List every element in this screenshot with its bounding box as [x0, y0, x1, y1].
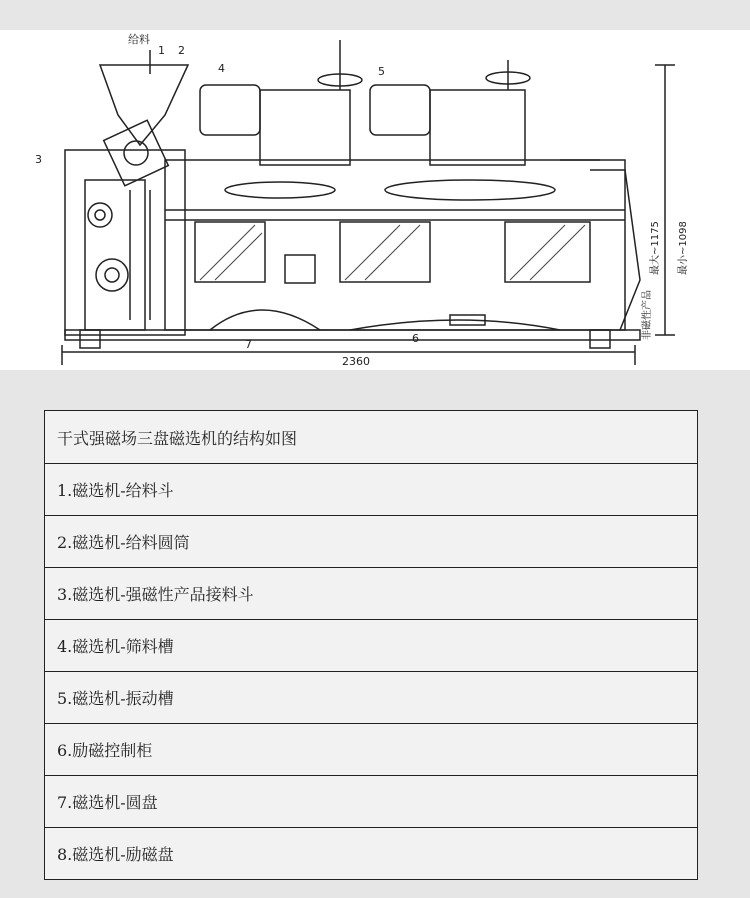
legend-item-8: 8.磁选机-励磁盘	[45, 828, 698, 880]
legend-item-1: 1.磁选机-给料斗	[45, 464, 698, 516]
legend-row	[45, 828, 698, 880]
legend-item-5: 5.磁选机-振动槽	[45, 672, 698, 724]
right-chute	[590, 170, 640, 330]
legend-row	[45, 516, 698, 568]
legend-item-7: 7.磁选机-圆盘	[45, 776, 698, 828]
magnet-coil-1	[195, 222, 265, 282]
callout-5: 5	[378, 65, 385, 78]
callout-1: 1	[158, 44, 165, 57]
magnet-coil-2	[340, 222, 430, 282]
machine-drawing	[0, 30, 750, 370]
side-note: 非磁性产品	[642, 290, 653, 340]
feed-hopper	[100, 65, 188, 145]
callout-6: 6	[412, 332, 419, 345]
width-dimension: 2360	[342, 355, 370, 368]
height-dim-max: 最大~1175	[650, 221, 661, 275]
legend-item-4: 4.磁选机-筛料槽	[45, 620, 698, 672]
legend-table	[44, 410, 698, 880]
machine-drawing-svg	[0, 30, 750, 370]
callout-4: 4	[218, 62, 225, 75]
disc-1	[225, 182, 335, 198]
height-dim-min: 最小~1098	[678, 221, 689, 275]
legend-row	[45, 568, 698, 620]
feed-drum	[104, 120, 169, 186]
left-frame	[65, 150, 185, 335]
legend-row	[45, 620, 698, 672]
motor-right	[370, 85, 430, 135]
legend-item-6: 6.励磁控制柜	[45, 724, 698, 776]
legend-title: 干式强磁场三盘磁选机的结构如图	[45, 411, 698, 464]
disc-2	[385, 180, 555, 200]
magnet-coil-3	[505, 222, 590, 282]
legend-row	[45, 672, 698, 724]
callout-2: 2	[178, 44, 185, 57]
callout-7: 7	[245, 338, 252, 351]
callout-3: 3	[35, 153, 42, 166]
legend-title-row	[45, 411, 698, 464]
legend-row	[45, 724, 698, 776]
feed-label: 给料	[128, 33, 150, 46]
legend-row	[45, 776, 698, 828]
motor-left	[200, 85, 260, 135]
legend-item-3: 3.磁选机-强磁性产品接料斗	[45, 568, 698, 620]
legend-item-2: 2.磁选机-给料圆筒	[45, 516, 698, 568]
legend-row	[45, 464, 698, 516]
